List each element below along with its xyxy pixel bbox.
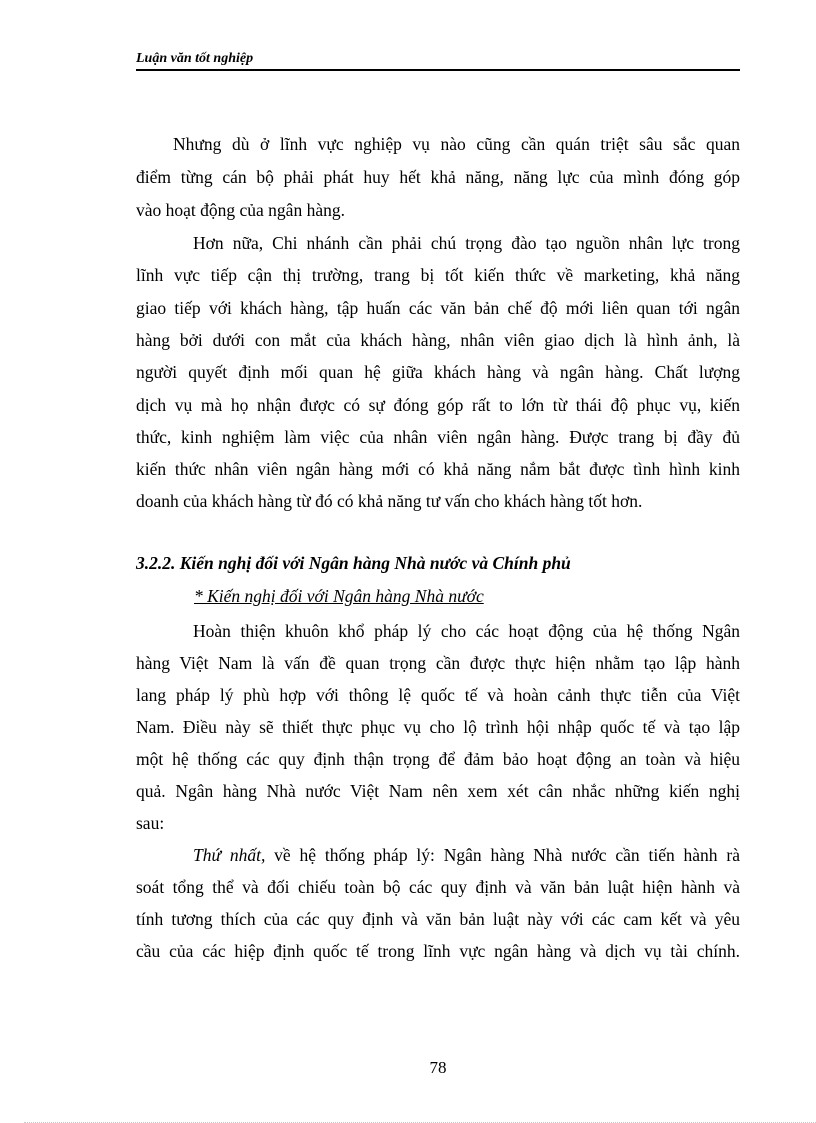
section-subheading: * Kiến nghị đối với Ngân hàng Nhà nước: [194, 586, 484, 606]
paragraph-line: soát tổng thể và đối chiếu toàn bộ các quy định và văn bản luật hiện hành và: [136, 877, 740, 897]
paragraph-line: một hệ thống các quy định thận trọng để đảm bảo hoạt động an toàn và hiệu: [136, 749, 740, 769]
paragraph-line: quả. Ngân hàng Nhà nước Việt Nam nên xem xét cân nhắc những kiến nghị: [136, 781, 740, 801]
paragraph-line: [193, 843, 740, 867]
paragraph-line: hàng bởi dưới con mắt của khách hàng, nhân viên giao dịch là hình ảnh, là: [136, 330, 740, 350]
lead-italic-text: Thứ nhất,: [193, 845, 266, 865]
paragraph-line: kiến thức nhân viên ngân hàng mới có khả năng nắm bắt được tình hình kinh: [136, 459, 740, 479]
paragraph-line: lĩnh vực tiếp cận thị trường, trang bị tốt kiến thức về marketing, khả năng: [136, 265, 740, 285]
paragraph-line: điểm từng cán bộ phải phát huy hết khả năng, năng lực của mình đóng góp: [136, 167, 740, 187]
paragraph-line: lang pháp lý phù hợp với thông lệ quốc tế và hoàn cảnh thực tiễn của Việt: [136, 685, 740, 705]
section-heading: 3.2.2. Kiến nghị đối với Ngân hàng Nhà nước và Chính phủ: [136, 553, 571, 573]
paragraph-line: doanh của khách hàng từ đó có khả năng tư vấn cho khách hàng tốt hơn.: [136, 491, 643, 511]
paragraph-line: giao tiếp với khách hàng, tập huấn các văn bản chế độ mới liên quan tới ngân: [136, 298, 740, 318]
paragraph-line: sau:: [136, 813, 165, 833]
page-number: 78: [429, 1058, 447, 1077]
paragraph-line: người quyết định mối quan hệ giữa khách hàng và ngân hàng. Chất lượng: [136, 362, 740, 382]
paragraph-line: Nam. Điều này sẽ thiết thực phục vụ cho lộ trình hội nhập quốc tế và tạo lập: [136, 717, 740, 737]
paragraph-line: thức, kinh nghiệm làm việc của nhân viên ngân hàng. Được trang bị đầy đủ: [136, 427, 740, 447]
paragraph-text: về hệ thống pháp lý: Ngân hàng Nhà nước cần tiến hành rà: [265, 845, 740, 865]
page-header: [136, 49, 740, 71]
paragraph-line: Nhưng dù ở lĩnh vực nghiệp vụ nào cũng cần quán triệt sâu sắc quan: [173, 134, 740, 154]
paragraph-line: Hơn nữa, Chi nhánh cần phải chú trọng đào tạo nguồn nhân lực trong: [193, 233, 740, 253]
paragraph-line: Hoàn thiện khuôn khổ pháp lý cho các hoạt động của hệ thống Ngân: [193, 621, 740, 641]
paragraph-line: tính tương thích của các quy định và văn bản luật này với các cam kết và yêu: [136, 909, 740, 929]
paragraph-line: vào hoạt động của ngân hàng.: [136, 200, 345, 220]
paragraph-line: cầu của các hiệp định quốc tế trong lĩnh vực ngân hàng và dịch vụ tài chính.: [136, 941, 740, 961]
header-title: Luận văn tốt nghiệp: [136, 51, 254, 66]
paragraph-line: dịch vụ mà họ nhận được có sự đóng góp rất to lớn từ thái độ phục vụ, kiến: [136, 395, 740, 415]
paragraph-line: hàng Việt Nam là vấn đề quan trọng cần được thực hiện nhằm tạo lập hành: [136, 653, 740, 673]
